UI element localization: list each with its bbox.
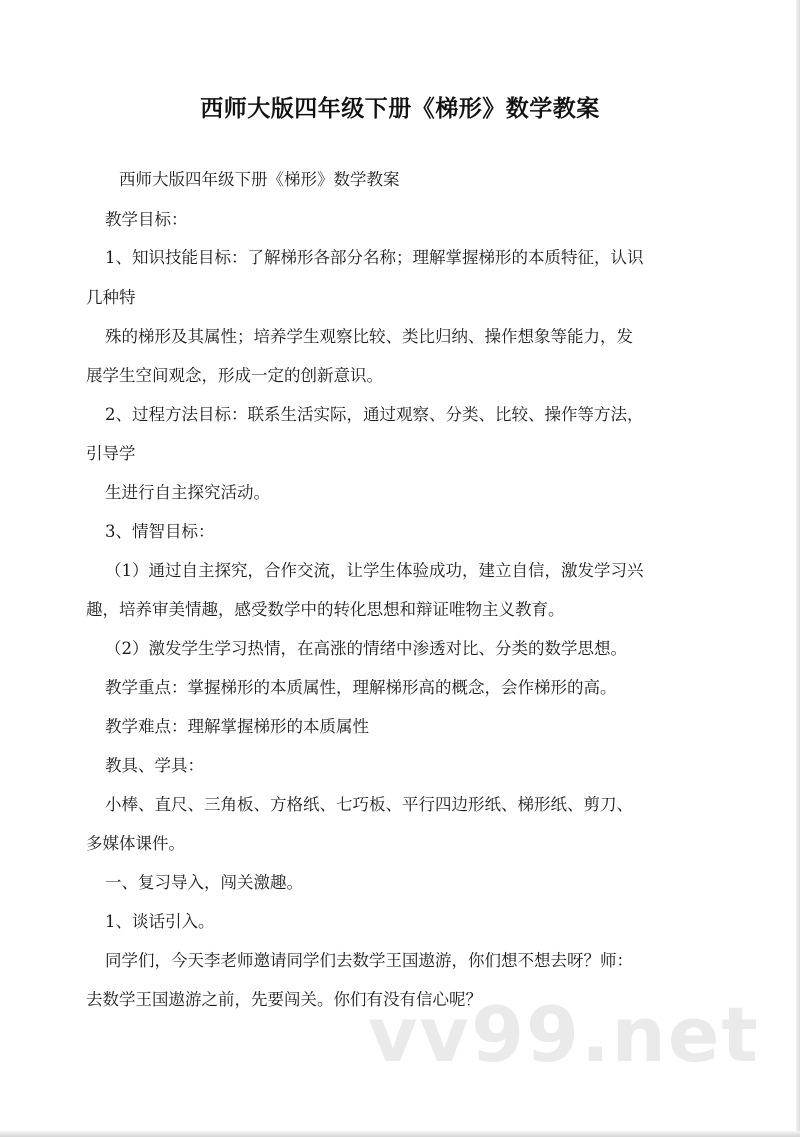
text-line-objective-3-item-2: （2）激发学生学习热情，在高涨的情绪中渗透对比、分类的数学思想。 xyxy=(105,639,627,658)
text-line-materials: 小棒、直尺、三角板、方格纸、七巧板、平行四边形纸、梯形纸、剪刀、 xyxy=(105,795,633,814)
page-edge-bottom xyxy=(0,1131,800,1137)
text-line-subtitle: 西师大版四年级下册《梯形》数学教案 xyxy=(119,170,400,189)
text-line-objectives-heading: 教学目标： xyxy=(105,210,188,229)
text-line-dialogue-cont: 去数学王国遨游之前，先要闯关。你们有没有信心呢？ xyxy=(86,990,482,1009)
text-line-objective-2: 2、过程方法目标：联系生活实际，通过观察、分类、比较、操作等方法， xyxy=(105,405,644,424)
text-line-materials-heading: 教具、学具： xyxy=(105,756,204,775)
text-line-dialogue: 同学们，今天李老师邀请同学们去数学王国遨游，你们想不想去呀？师： xyxy=(105,951,633,970)
text-line-objective-2-cont-2: 生进行自主探究活动。 xyxy=(105,483,270,502)
text-line-objective-3-item-1: （1）通过自主探究，合作交流，让学生体验成功，建立自信，激发学习兴 xyxy=(105,561,644,580)
text-line-objective-3: 3、情智目标： xyxy=(105,522,215,541)
text-line-objective-1-cont: 几种特 xyxy=(86,288,136,307)
text-line-section-1-heading: 一、复习导入，闯关激趣。 xyxy=(105,873,303,892)
document-title: 西师大版四年级下册《梯形》数学教案 xyxy=(200,96,600,122)
text-line-objective-2-cont: 引导学 xyxy=(86,444,136,463)
text-line-difficulties: 教学难点：理解掌握梯形的本质属性 xyxy=(105,717,369,736)
text-line-objective-3-item-1-cont: 趣，培养审美情趣，感受数学中的转化思想和辩证唯物主义教育。 xyxy=(86,600,565,619)
text-line-objective-1-cont-2: 殊的梯形及其属性；培养学生观察比较、类比归纳、操作想象等能力，发 xyxy=(105,327,633,346)
text-line-materials-cont: 多媒体课件。 xyxy=(86,834,185,853)
text-line-key-points: 教学重点：掌握梯形的本质属性，理解梯形高的概念，会作梯形的高。 xyxy=(105,678,617,697)
watermark: vv99.net xyxy=(368,990,760,1079)
text-line-objective-1: 1、知识技能目标：了解梯形各部分名称；理解掌握梯形的本质特征，认识 xyxy=(105,248,644,267)
text-line-objective-1-cont-3: 展学生空间观念，形成一定的创新意识。 xyxy=(86,366,383,385)
page-edge-right xyxy=(796,0,800,1137)
text-line-section-1-step-1: 1、谈话引入。 xyxy=(105,912,215,931)
